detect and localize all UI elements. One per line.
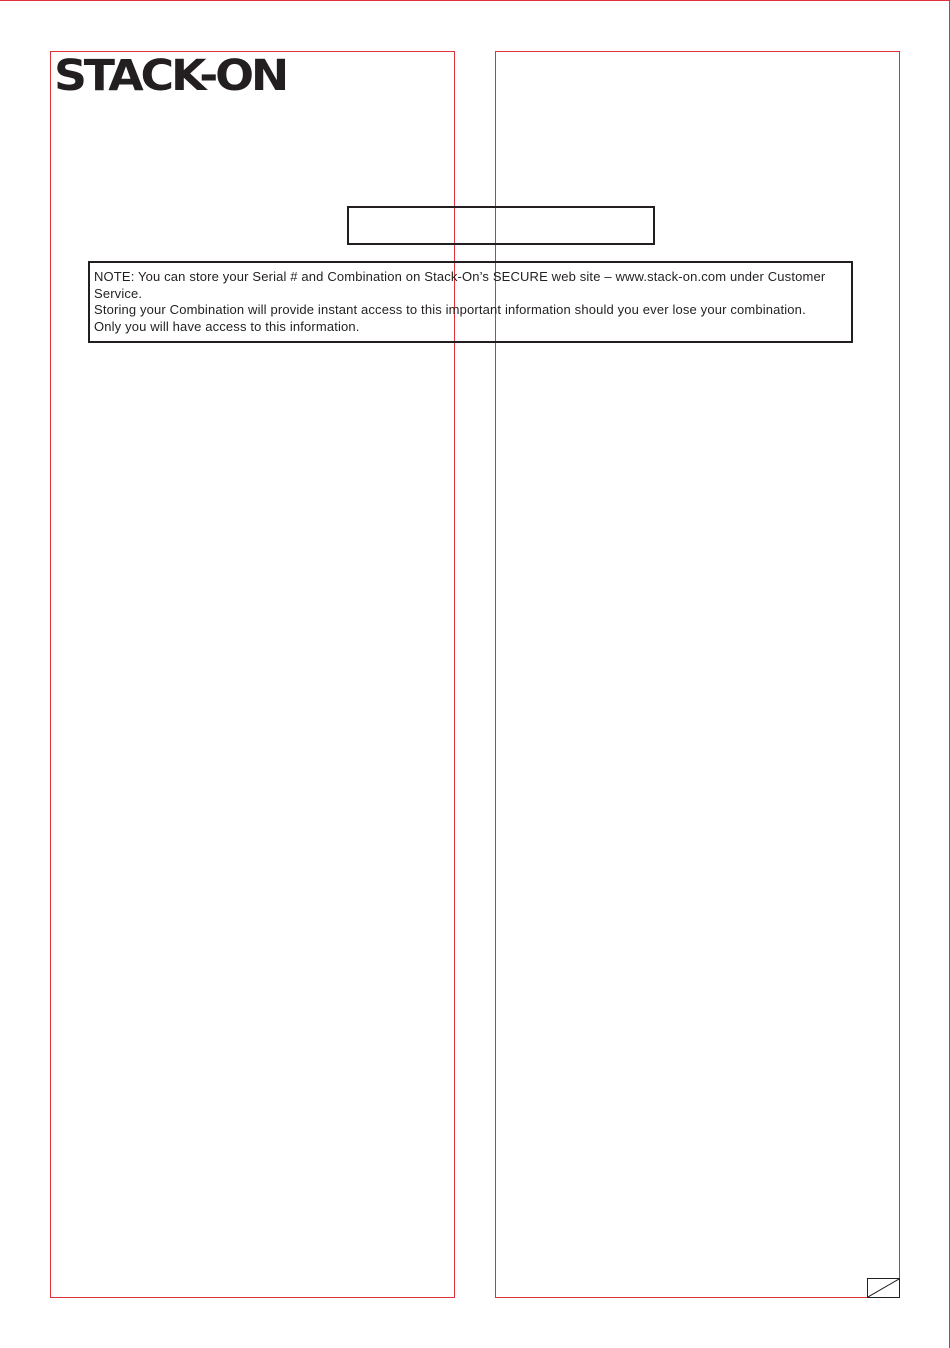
- stack-on-logo: [54, 55, 287, 93]
- note-line-1: NOTE: You can store your Serial # and Combination on Stack-On’s SECURE web site – www.stack-on.com under Customer Service.: [94, 269, 826, 301]
- note-line-2: Storing your Combination will provide instant access to this important information should you ever lose your combination.: [94, 302, 806, 317]
- page-edge-top: [0, 0, 950, 1]
- page-folio-box: [867, 1278, 900, 1298]
- logo-wordmark: STACK-ON: [54, 55, 287, 93]
- serial-number-box: [347, 206, 655, 245]
- note-line-3: Only you will have access to this information.: [94, 318, 360, 334]
- folio-slash: [868, 1279, 899, 1297]
- note-box: [88, 261, 853, 343]
